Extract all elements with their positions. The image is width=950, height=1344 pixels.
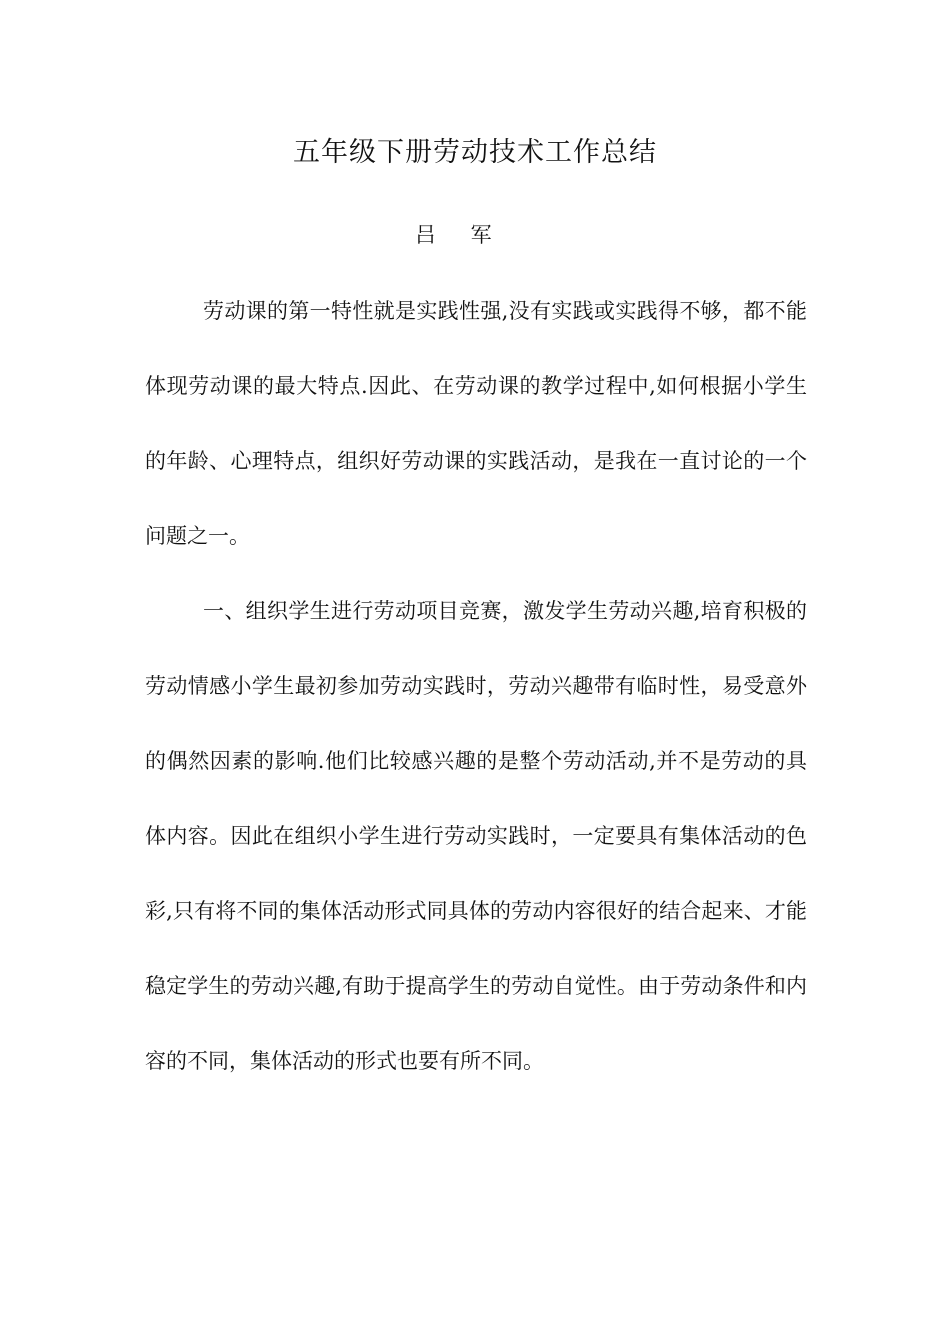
paragraph-section-one: 一、组织学生进行劳动项目竞赛，激发学生劳动兴趣,培育积极的劳动情感小学生最初参加劳动实践时，劳动兴趣带有临时性，易受意外的偶然因素的影响.他们比较感兴趣的是整个劳动活动,并不是劳动的具体内容。因此在组织小学生进行劳动实践时，一定要具有集体活动的色彩,只有将不同的集体活动形式同具体的劳动内容很好的结合起来、才能稳定学生的劳动兴趣,有助于提高学生的劳动自觉性。由于劳动条件和内容的不同，集体活动的形式也要有所不同。	[145, 599, 807, 1073]
author-name: 吕 军	[415, 223, 506, 247]
document-title: 五年级下册劳动技术工作总结	[293, 137, 657, 168]
paragraph-intro: 劳动课的第一特性就是实践性强,没有实践或实践得不够，都不能体现劳动课的最大特点.因此、在劳动课的教学过程中,如何根据小学生的年龄、心理特点，组织好劳动课的实践活动，是我在一直讨论的一个问题之一。	[145, 299, 807, 548]
